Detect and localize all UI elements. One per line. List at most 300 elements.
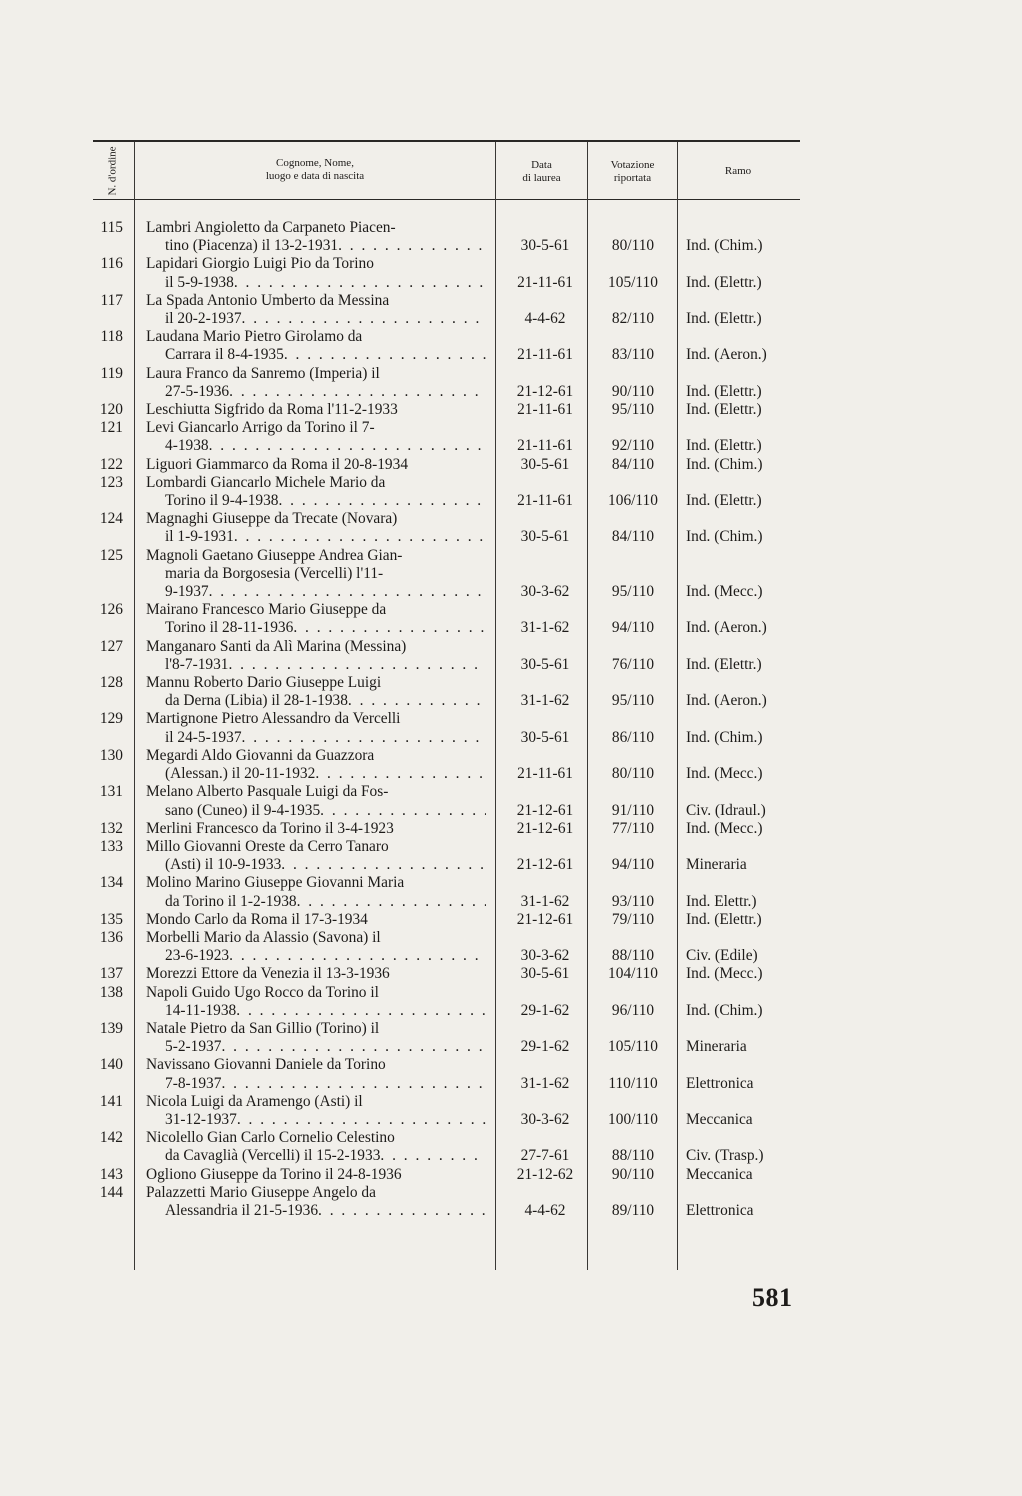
table-row	[93, 1184, 800, 1220]
row-name-text: il 1-9-1931	[165, 528, 234, 546]
row-vote: 84/110	[611, 528, 655, 546]
row-number: 144	[99, 1183, 123, 1201]
table-row	[93, 1020, 800, 1056]
row-vote: 86/110	[611, 728, 655, 746]
row-date: 21-11-61	[517, 765, 573, 783]
row-ramo: Elettronica	[686, 1074, 754, 1092]
row-name-line: Natale Pietro da San Gillio (Torino) il	[146, 1019, 380, 1037]
row-name-text: 5-2-1937	[165, 1038, 222, 1056]
row-vote: 94/110	[611, 619, 655, 637]
row-name-line: La Spada Antonio Umberto da Messina	[146, 291, 390, 309]
row-name	[146, 965, 486, 983]
table-row	[93, 929, 800, 965]
row-date: 21-12-61	[516, 910, 574, 928]
table-row	[93, 328, 800, 364]
row-name-line	[146, 274, 486, 292]
row-number: 127	[99, 637, 123, 655]
row-date: 31-1-62	[520, 1074, 570, 1092]
row-name-line	[146, 856, 486, 874]
dot-leader	[278, 492, 486, 510]
row-name-line	[146, 583, 486, 601]
row-name	[146, 1129, 486, 1165]
row-ramo: Ind. (Elettr.)	[686, 310, 762, 328]
dot-leader	[221, 1038, 486, 1056]
row-date: 31-1-62	[520, 692, 570, 710]
row-ramo: Civ. (Idraul.)	[686, 801, 766, 819]
row-name-line: Lombardi Giancarlo Michele Mario da	[146, 473, 386, 491]
row-name-text: l'8-7-1931	[165, 655, 229, 673]
dot-leader	[284, 346, 486, 364]
row-date: 29-1-62	[520, 1038, 570, 1056]
table-row	[93, 1056, 800, 1092]
row-vote: 82/110	[611, 310, 655, 328]
row-name	[146, 638, 486, 674]
table-row	[93, 874, 800, 910]
row-date: 30-5-61	[520, 455, 570, 473]
dot-leader	[209, 437, 486, 455]
row-vote: 88/110	[611, 1147, 655, 1165]
row-name	[146, 601, 486, 637]
row-ramo: Ind. (Aeron.)	[686, 346, 767, 364]
table-row	[93, 1093, 800, 1129]
row-date: 30-3-62	[520, 1110, 570, 1128]
row-number: 122	[99, 455, 123, 473]
row-date: 21-12-61	[516, 856, 574, 874]
row-name-line	[146, 692, 486, 710]
row-name-line	[146, 656, 486, 674]
row-name-line: Morbelli Mario da Alassio (Savona) il	[146, 928, 381, 946]
row-name-line: Palazzetti Mario Giuseppe Angelo da	[146, 1183, 376, 1201]
table-row	[93, 255, 800, 291]
header-ramo	[678, 165, 798, 178]
header-vote-line: riportata	[613, 172, 652, 184]
row-vote: 104/110	[608, 965, 658, 983]
row-ramo: Ind. (Elettr.)	[686, 401, 762, 419]
row-ramo: Mineraria	[686, 1038, 747, 1056]
row-name-line: Megardi Aldo Giovanni da Guazzora	[146, 746, 375, 764]
row-vote: 84/110	[611, 455, 655, 473]
row-name-text: Carrara il 8-4-1935	[165, 346, 284, 364]
header-num	[92, 142, 134, 199]
dot-leader	[234, 274, 486, 292]
row-ramo: Ind. (Elettr.)	[686, 382, 762, 400]
header-num-label: N. d'ordine	[107, 145, 119, 196]
row-name-text: da Torino il 1-2-1938	[165, 892, 297, 910]
row-date: 21-12-61	[516, 382, 574, 400]
row-name	[146, 747, 486, 783]
row-name-text: 31-12-1937	[165, 1110, 237, 1128]
row-name-line: Melano Alberto Pasquale Luigi da Fos-	[146, 783, 389, 801]
table-row	[93, 292, 800, 328]
header-vote	[588, 159, 677, 185]
table-row	[93, 365, 800, 401]
table-row	[93, 838, 800, 874]
row-vote: 95/110	[611, 692, 655, 710]
header-name-line: luogo e data di nascita	[265, 170, 365, 182]
header-date-line: Data	[531, 159, 552, 171]
table-row	[93, 1129, 800, 1165]
row-name-line: Laura Franco da Sanremo (Imperia) il	[146, 364, 380, 382]
row-ramo: Ind. (Elettr.)	[686, 492, 762, 510]
row-name-text: sano (Cuneo) il 9-4-1935	[165, 801, 321, 819]
row-name-text: il 20-2-1937	[165, 310, 242, 328]
row-ramo: Meccanica	[686, 1165, 753, 1183]
row-name	[146, 1020, 486, 1056]
row-number: 136	[99, 928, 123, 946]
row-name-text: (Asti) il 10-9-1933	[165, 856, 282, 874]
table-body	[93, 219, 800, 1220]
row-date: 30-3-62	[520, 583, 570, 601]
row-number: 131	[99, 783, 123, 801]
row-ramo: Ind. (Aeron.)	[686, 692, 767, 710]
row-vote: 89/110	[611, 1201, 655, 1219]
table-row	[93, 419, 800, 455]
row-name-line	[146, 310, 486, 328]
table-row	[93, 601, 800, 637]
row-name-line	[146, 1111, 486, 1129]
row-vote: 94/110	[611, 856, 655, 874]
row-name	[146, 1166, 486, 1184]
row-name-line	[146, 346, 486, 364]
row-ramo: Ind. (Mecc.)	[686, 819, 763, 837]
row-name-text: (Alessan.) il 20-11-1932	[165, 765, 316, 783]
row-ramo: Ind. (Mecc.)	[686, 965, 763, 983]
row-vote: 91/110	[611, 801, 655, 819]
table-row	[93, 710, 800, 746]
row-name-line: Magnoli Gaetano Giuseppe Andrea Gian-	[146, 546, 403, 564]
row-number: 134	[99, 874, 123, 892]
dot-leader	[221, 1075, 486, 1093]
row-name-text: 23-6-1923	[165, 947, 230, 965]
dot-leader	[318, 1202, 486, 1220]
row-date: 21-11-61	[517, 346, 573, 364]
row-vote: 96/110	[611, 1001, 655, 1019]
row-ramo: Ind. (Chim.)	[686, 455, 763, 473]
row-ramo: Ind. (Chim.)	[686, 1001, 763, 1019]
row-date: 21-11-61	[517, 492, 573, 510]
row-date: 27-7-61	[520, 1147, 570, 1165]
row-vote: 105/110	[608, 1038, 658, 1056]
header-date	[496, 159, 587, 185]
row-number: 138	[99, 983, 123, 1001]
row-ramo: Meccanica	[686, 1110, 753, 1128]
table-row	[93, 547, 800, 602]
dot-leader	[348, 692, 486, 710]
row-name-line: Napoli Guido Ugo Rocco da Torino il	[146, 983, 379, 1001]
table-row	[93, 638, 800, 674]
dot-leader	[237, 1111, 486, 1129]
row-date: 29-1-62	[520, 1001, 570, 1019]
row-date: 21-12-62	[516, 1165, 574, 1183]
row-date: 30-5-61	[520, 728, 570, 746]
row-ramo: Ind. (Chim.)	[686, 728, 763, 746]
page-number: 581	[752, 1283, 793, 1312]
row-name-line: Navissano Giovanni Daniele da Torino	[146, 1056, 386, 1074]
row-name	[146, 401, 486, 419]
row-name-line: Liguori Giammarco da Roma il 20-8-1934	[146, 455, 409, 473]
row-name-line: Ogliono Giuseppe da Torino il 24-8-1936	[146, 1165, 402, 1183]
row-name-text: Torino il 9-4-1938	[165, 492, 279, 510]
dot-leader	[209, 583, 486, 601]
row-ramo: Ind. (Elettr.)	[686, 273, 762, 291]
dot-leader	[242, 310, 486, 328]
row-name-text: Alessandria il 21-5-1936	[165, 1201, 319, 1219]
row-number: 121	[99, 419, 123, 437]
row-name-line: Morezzi Ettore da Venezia il 13-3-1936	[146, 965, 390, 983]
row-number: 119	[100, 364, 123, 382]
row-number: 139	[99, 1019, 123, 1037]
row-name-text: il 24-5-1937	[165, 728, 242, 746]
row-name-line: Merlini Francesco da Torino il 3-4-1923	[146, 819, 394, 837]
header-name	[135, 157, 495, 183]
row-name	[146, 911, 486, 929]
row-name-line	[146, 802, 486, 820]
row-ramo: Ind. (Elettr.)	[686, 437, 762, 455]
row-vote: 110/110	[608, 1074, 658, 1092]
row-date: 30-5-61	[520, 655, 570, 673]
row-name-line: Laudana Mario Pietro Girolamo da	[146, 328, 363, 346]
row-name	[146, 419, 486, 455]
row-date: 30-3-62	[520, 947, 570, 965]
row-vote: 77/110	[611, 819, 655, 837]
row-vote: 90/110	[611, 1165, 655, 1183]
dot-leader	[242, 729, 486, 747]
row-date: 31-1-62	[520, 892, 570, 910]
row-name	[146, 783, 486, 819]
dot-leader	[228, 656, 486, 674]
row-name-line	[146, 729, 486, 747]
table-row	[93, 783, 800, 819]
row-name-line: maria da Borgosesia (Vercelli) l'11-	[165, 564, 384, 582]
row-name-line	[146, 437, 486, 455]
row-vote: 95/110	[611, 583, 655, 601]
row-name-line: Nicolello Gian Carlo Cornelio Celestino	[146, 1129, 395, 1147]
table-row	[93, 219, 800, 255]
row-name-text: 4-1938	[165, 437, 209, 455]
row-name-line: Manganaro Santi da Alì Marina (Messina)	[146, 637, 407, 655]
row-ramo: Civ. (Edile)	[686, 947, 758, 965]
row-name	[146, 510, 486, 546]
row-vote: 79/110	[611, 910, 655, 928]
row-number: 143	[99, 1165, 123, 1183]
row-name-text: il 5-9-1938	[165, 273, 234, 291]
row-ramo: Ind. (Elettr.)	[686, 910, 762, 928]
row-ramo: Civ. (Trasp.)	[686, 1147, 764, 1165]
row-name-line	[146, 1038, 486, 1056]
row-name	[146, 292, 486, 328]
row-name	[146, 365, 486, 401]
row-name-line: Nicola Luigi da Aramengo (Asti) il	[146, 1092, 363, 1110]
table-row	[93, 911, 800, 929]
dot-leader	[297, 893, 486, 911]
row-name-line	[146, 1002, 486, 1020]
row-name-line	[146, 1147, 486, 1165]
row-number: 126	[99, 601, 123, 619]
row-name	[146, 674, 486, 710]
dot-leader	[320, 802, 486, 820]
row-number: 135	[99, 910, 123, 928]
row-number: 115	[100, 219, 123, 236]
row-name-line	[146, 237, 486, 255]
table-row	[93, 456, 800, 474]
row-name	[146, 255, 486, 291]
row-name-line: Mondo Carlo da Roma il 17-3-1934	[146, 910, 368, 928]
row-name-line: Mannu Roberto Dario Giuseppe Luigi	[146, 674, 382, 692]
row-name	[146, 820, 486, 838]
row-date: 21-11-61	[517, 437, 573, 455]
table-header-rule	[93, 199, 800, 200]
dot-leader	[236, 1002, 486, 1020]
dot-leader	[234, 528, 486, 546]
row-name-line	[146, 1202, 486, 1220]
row-name-text: da Derna (Libia) il 28-1-1938	[165, 692, 348, 710]
row-vote: 88/110	[611, 947, 655, 965]
row-name	[146, 1184, 486, 1220]
row-number: 141	[99, 1092, 123, 1110]
header-vote-line: Votazione	[610, 159, 655, 171]
row-number: 120	[99, 401, 123, 419]
row-date: 4-4-62	[524, 1201, 566, 1219]
row-name	[146, 838, 486, 874]
row-name-line: Magnaghi Giuseppe da Trecate (Novara)	[146, 510, 398, 528]
row-name-text: Torino il 28-11-1936	[165, 619, 294, 637]
table-row	[93, 820, 800, 838]
row-number: 132	[99, 819, 123, 837]
row-name	[146, 1093, 486, 1129]
row-ramo: Ind. (Mecc.)	[686, 583, 763, 601]
header-date-line: di laurea	[522, 172, 561, 184]
row-date: 30-5-61	[520, 528, 570, 546]
row-number: 130	[99, 746, 123, 764]
row-name-line: Lambri Angioletto da Carpaneto Piacen-	[146, 219, 396, 236]
row-name-line	[146, 947, 486, 965]
row-name-line: Lapidari Giorgio Luigi Pio da Torino	[146, 255, 374, 273]
row-name-line	[146, 528, 486, 546]
dot-leader	[315, 765, 486, 783]
row-name	[146, 456, 486, 474]
row-name-line	[146, 619, 486, 637]
row-vote: 93/110	[611, 892, 655, 910]
row-ramo: Ind. (Elettr.)	[686, 655, 762, 673]
row-name	[146, 474, 486, 510]
row-number: 123	[99, 473, 123, 491]
row-name-line: Leschiutta Sigfrido da Roma l'11-2-1933	[146, 401, 398, 419]
row-name-text: 9-1937	[165, 583, 209, 601]
table-row	[93, 965, 800, 983]
row-ramo: Ind. (Chim.)	[686, 528, 763, 546]
row-vote: 105/110	[608, 273, 658, 291]
row-number: 140	[99, 1056, 123, 1074]
row-name-line	[146, 765, 486, 783]
row-name	[146, 328, 486, 364]
row-vote: 106/110	[608, 492, 658, 510]
row-name-line	[146, 1075, 486, 1093]
row-vote: 100/110	[608, 1110, 658, 1128]
row-number: 116	[100, 255, 123, 273]
row-name-line: Molino Marino Giuseppe Giovanni Maria	[146, 874, 405, 892]
row-name	[146, 1056, 486, 1092]
row-date: 21-11-61	[517, 273, 573, 291]
row-name-line	[146, 492, 486, 510]
row-vote: 80/110	[611, 237, 655, 255]
row-number: 118	[100, 328, 123, 346]
dot-leader	[229, 947, 486, 965]
dot-leader	[293, 619, 486, 637]
dot-leader	[281, 856, 486, 874]
row-ramo: Elettronica	[686, 1201, 754, 1219]
table-row	[93, 747, 800, 783]
table-row	[93, 510, 800, 546]
row-name-line: Mairano Francesco Mario Giuseppe da	[146, 601, 387, 619]
row-name-text: 27-5-1936	[165, 382, 230, 400]
row-name-text: 14-11-1938	[165, 1001, 237, 1019]
row-name	[146, 984, 486, 1020]
table-row	[93, 474, 800, 510]
row-name	[146, 710, 486, 746]
table-row	[93, 984, 800, 1020]
row-vote: 95/110	[611, 401, 655, 419]
row-number: 125	[99, 546, 123, 564]
dot-leader	[338, 237, 486, 255]
row-name	[146, 219, 486, 255]
row-name-line	[146, 383, 486, 401]
row-name-line: Martignone Pietro Alessandro da Vercelli	[146, 710, 401, 728]
row-date: 30-5-61	[520, 965, 570, 983]
header-ramo-label: Ramo	[724, 165, 752, 177]
row-name-text: 7-8-1937	[165, 1074, 222, 1092]
row-vote: 80/110	[611, 765, 655, 783]
row-ramo: Ind. (Mecc.)	[686, 765, 763, 783]
table-top-rule	[93, 140, 800, 142]
row-vote: 92/110	[611, 437, 655, 455]
row-number: 133	[99, 837, 123, 855]
row-name	[146, 874, 486, 910]
row-number: 117	[100, 291, 123, 309]
row-number: 124	[99, 510, 123, 528]
row-vote: 76/110	[611, 655, 655, 673]
row-number: 129	[99, 710, 123, 728]
row-name	[146, 547, 486, 602]
table-row	[93, 1166, 800, 1184]
row-date: 21-12-61	[516, 801, 574, 819]
row-date: 4-4-62	[524, 310, 566, 328]
dot-leader	[380, 1147, 486, 1165]
row-ramo: Mineraria	[686, 856, 747, 874]
header-name-line: Cognome, Nome,	[276, 157, 354, 169]
row-name-line: Millo Giovanni Oreste da Cerro Tanaro	[146, 837, 389, 855]
row-date: 21-12-61	[516, 819, 574, 837]
row-vote: 90/110	[611, 382, 655, 400]
row-vote: 83/110	[611, 346, 655, 364]
row-number: 137	[99, 965, 123, 983]
row-name-line	[146, 893, 486, 911]
row-date: 30-5-61	[520, 237, 570, 255]
row-ramo: Ind. (Chim.)	[686, 237, 763, 255]
row-name	[146, 929, 486, 965]
row-ramo: Ind. Elettr.)	[686, 892, 757, 910]
row-number: 128	[99, 674, 123, 692]
row-date: 31-1-62	[520, 619, 570, 637]
row-name-line: Levi Giancarlo Arrigo da Torino il 7-	[146, 419, 375, 437]
row-ramo: Ind. (Aeron.)	[686, 619, 767, 637]
table-row	[93, 674, 800, 710]
row-name-text: tino (Piacenza) il 13-2-1931	[165, 237, 339, 255]
row-number: 142	[99, 1129, 123, 1147]
dot-leader	[229, 383, 486, 401]
table-row	[93, 401, 800, 419]
row-name-text: da Cavaglià (Vercelli) il 15-2-1933	[165, 1147, 381, 1165]
row-date: 21-11-61	[517, 401, 573, 419]
